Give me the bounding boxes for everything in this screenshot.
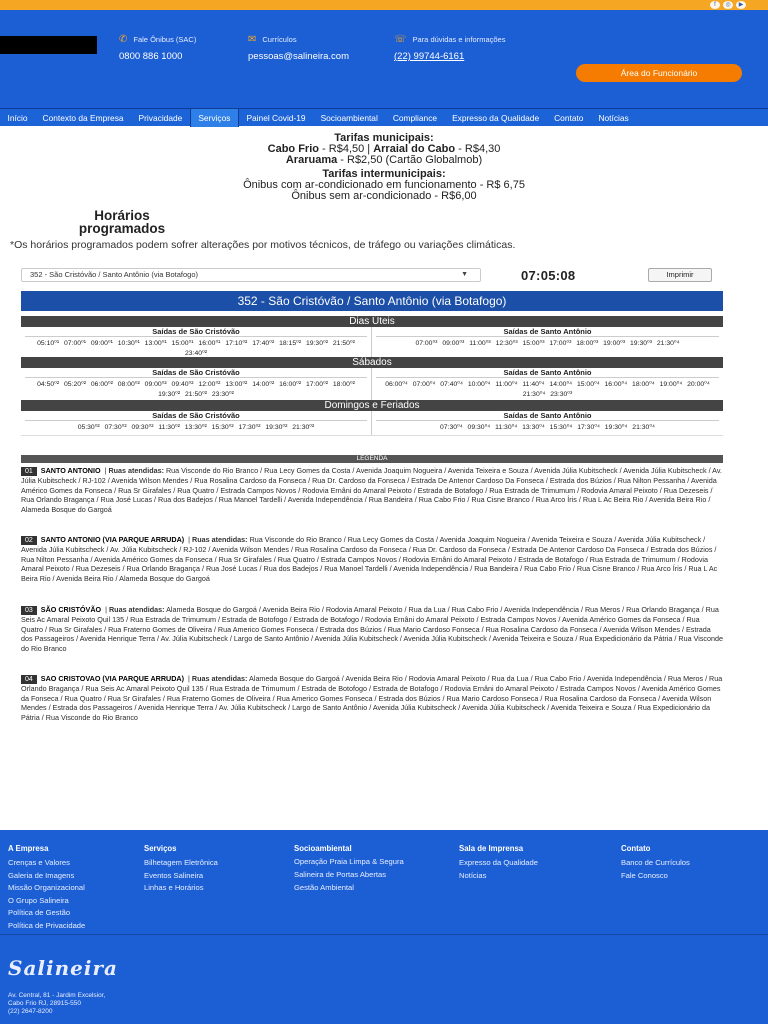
legend-name: SÃO CRISTÓVÃO	[40, 605, 102, 614]
tarifa-araruama-label: Araruama	[285, 154, 338, 166]
ruas-label: Ruas atendidas:	[192, 535, 248, 544]
tarifa-com-ar: Ônibus com ar-condicionado em funcionamento - R$ 6,75	[243, 179, 525, 191]
logo[interactable]	[0, 36, 97, 54]
tarifa-arraial-value: - R$4,30	[455, 143, 501, 155]
times-list: 04:50⁰² 05:20⁰² 06:00⁰² 08:00⁰² 09:00⁰² 09:40⁰² 12:00⁰² 13:00⁰² 14:00⁰² 16:00⁰² 17:00⁰² 18:00⁰² 19:30⁰² 21:50⁰² 23:30⁰²	[37, 381, 355, 398]
times-list: 06:00⁰⁴ 07:00⁰⁴ 07:40⁰⁴ 10:00⁰⁴ 11:00⁰⁴ 11:40⁰⁴ 14:00⁰⁴ 15:00⁰⁴ 16:00⁰⁴ 18:00⁰⁴ 19:00⁰⁴ 20:00⁰⁴ 21:30⁰⁴ 23:30⁰³	[385, 381, 710, 398]
times-list: 05:30⁰² 07:30⁰² 09:30⁰² 11:30⁰² 13:30⁰² 15:30⁰² 17:30⁰² 19:30⁰² 21:30⁰²	[77, 424, 315, 431]
section-domingos	[21, 400, 723, 436]
section-sabados	[21, 357, 723, 403]
ruas-label: Ruas atendidas:	[108, 466, 164, 475]
clock: 07:05:08	[521, 268, 576, 283]
contact-whatsapp-label: Para dúvidas e informações	[412, 35, 506, 44]
tarifa-cabo-frio-label: Cabo Frio	[267, 143, 319, 155]
legend-streets: Rua Visconde do Rio Branco / Rua Lecy Gomes da Costa / Avenida Joaquim Nogueira / Avenida Teixeira e Souza / Avenida Júlia Kubitscheck / Avenida Júlia Kubitscheck / Av. Júlia Kubitscheck / RJ-102 / Avenida Wilson Mendes / Rua Rosalina Cardoso da Fonseca / Rua Dr. Cardoso da Fonseca / Estrada De Antenor Cardoso Da Fonseca / Estrada dos Búzios / Rua Nilton Pessanha / Avenida Américo Gomes da Fonseca / Rua Sr Girafales / Rua Quatro / Estrada Campos Novos / Rodovia Ernâni do Amaral Peixoto / Estrada de Botafogo / Rua Estrada de Trimumum / Rodovia Amaral Peixoto / Rua Dezeseis / Rua Orlando Bragança / Rua José Lucas / Rua dos Badejos / Rua Manoel Tardelli / Avenida Independência / Rua Bandeira / Rua Cabo Frio / Rua Cisne Branco / Rua Arco Íris / Rua L Ac Beira Rio / Avenida Beira Rio / Alameda Bosque do Gargoá	[21, 535, 718, 583]
footer-link[interactable]: Expresso da Qualidade	[459, 858, 538, 867]
footer-address	[8, 992, 105, 1016]
footer-col-socioambiental	[294, 844, 424, 894]
contact-whatsapp	[394, 34, 505, 62]
footer-col-empresa	[8, 844, 85, 932]
footer-heading: A Empresa	[8, 844, 49, 853]
tarifas-block	[0, 133, 768, 202]
top-strip	[0, 0, 768, 10]
mail-icon: ✉	[248, 34, 257, 45]
youtube-icon[interactable]: ▶	[736, 1, 746, 9]
contact-whatsapp-value[interactable]: (22) 99744-6161	[394, 51, 465, 62]
legend-item: 01 SANTO ANTONIO | Ruas atendidas: Rua Visconde do Rio Branco / Rua Lecy Gomes da Costa / Avenida Joaquim Nogueira / Avenida Teixeira e Souza / Avenida Júlia Kubitscheck / Avenida Júlia Kubitscheck / Av. Júlia Kubitscheck / RJ-102 / Avenida Wilson Mendes / Rua Rosalina Cardoso da Fonseca / Rua Dr. Cardoso da Fonseca / Estrada De Antenor Cardoso Da Fonseca / Estrada dos Búzios / Rua Nilton Pessanha / Avenida Américo Gomes da Fonseca / Rua Sr Girafales / Rua Quatro / Estrada Campos Novos / Rodovia Ernâni do Amaral Peixoto / Estrada de Botafogo / Rua Estrada de Trimumum / Rodovia Amaral Peixoto / Rua Dezeseis / Rua Orlando Bragança / Rua José Lucas / Rua dos Badejos / Rua Manoel Tardelli / Avenida Independência / Rua Bandeira / Rua Cabo Frio / Rua Cisne Branco / Rua Arco Íris / Rua L Ac Beira Rio / Avenida Beira Rio / Alameda Bosque do Gargoá	[21, 466, 722, 514]
footer-link[interactable]: Política de Gestão	[8, 908, 71, 917]
facebook-icon[interactable]: f	[710, 1, 720, 9]
legend-number: 01	[21, 467, 37, 476]
contact-curriculos	[248, 34, 349, 62]
footer-link[interactable]: Notícias	[459, 870, 487, 880]
nav-item-inicio[interactable]: Início	[7, 112, 28, 123]
section-dias-uteis	[21, 316, 723, 362]
social-links	[710, 1, 746, 9]
nav-item-privacidade[interactable]: Privacidade	[138, 112, 183, 123]
footer-link[interactable]: Crenças e Valores	[8, 858, 70, 867]
section-title: Sábados	[21, 357, 723, 368]
footer-heading: Socioambiental	[294, 844, 352, 853]
nav-item-compliance[interactable]: Compliance	[392, 112, 438, 123]
nav-item-covid[interactable]: Painel Covid-19	[246, 112, 306, 123]
address-line: Cabo Frio RJ, 28915-550	[8, 1000, 81, 1007]
footer-heading: Serviços	[144, 844, 177, 853]
contact-curriculos-label: Currículos	[262, 35, 297, 44]
footer-link[interactable]: Operação Praia Limpa & Segura	[294, 857, 404, 866]
phone-line: (22) 2647-8200	[8, 1008, 53, 1015]
footer-link[interactable]: Gestão Ambiental	[294, 882, 354, 892]
nav-item-contexto[interactable]: Contexto da Empresa	[42, 112, 124, 123]
site-footer	[0, 830, 768, 1024]
footer-heading: Sala de Imprensa	[459, 844, 524, 853]
nav-item-socioambiental[interactable]: Socioambiental	[320, 112, 378, 123]
ruas-label: Ruas atendidas:	[191, 674, 248, 683]
footer-divider	[0, 934, 768, 935]
footer-link[interactable]: Política de Privacidade	[8, 920, 86, 930]
contact-curriculos-value[interactable]: pessoas@salineira.com	[248, 51, 349, 62]
nav-item-contato[interactable]: Contato	[554, 112, 584, 123]
footer-col-imprensa	[459, 844, 538, 882]
footer-col-contato	[621, 844, 690, 882]
whatsapp-icon: ☏	[394, 34, 407, 45]
tarifa-sem-ar: Ônibus sem ar-condicionado - R$6,00	[291, 190, 477, 202]
column-head: Saídas de São Cristóvão	[25, 411, 367, 421]
footer-link[interactable]: Bilhetagem Eletrônica	[144, 858, 218, 867]
legend-name: SAO CRISTOVAO (VIA PARQUE ARRUDA)	[40, 674, 185, 683]
times-list: 07:00⁰³ 09:00⁰³ 11:00⁰³ 12:30⁰³ 15:00⁰³ 17:00⁰³ 18:00⁰³ 19:00⁰³ 19:30⁰³ 21:30⁰⁴	[415, 340, 680, 347]
column-head: Saídas de Santo Antônio	[376, 368, 719, 378]
legend-number: 03	[21, 606, 37, 615]
area-funcionario-button[interactable]: Área do Funcionário	[576, 64, 742, 82]
horarios-note: *Os horários programados podem sofrer alterações por motivos técnicos, de tráfego ou variações climáticas.	[10, 239, 516, 251]
legenda-header: LEGENDA	[21, 455, 723, 463]
footer-link[interactable]: Banco de Currículos	[621, 858, 690, 867]
legend-streets: Alameda Bosque do Gargoá / Avenida Beira Rio / Rodovia Amaral Peixoto / Rua da Lua / Rua Cabo Frio / Avenida Independência / Rua Meros / Rua Orlando Bragança / Rua Seis Ac Amaral Peixoto Quil 135 / Rua Estrada de Trimumum / Estrada de Botofogo / Estrada de Botafogo / Rodovia Ernâni do Amaral Peixoto / Estrada Campos Novos / Avenida Américo Gomes da Fonseca / Rua Quatro / Rua Sr Girafales / Rua Fraterno Gomes de Oliveira / Rua Americo Gomes Fonseca / Estrada dos Búzios / Rua Mario Cardoso Fonseca / Rua Rosalina Cardoso da Fonseca / Avenida Wilson Mendes / Estrada dos Passageiros / Avenida Henrique Terra / Av. Júlia Kubitscheck / Largo de Santo Antônio / Avenida Júlia Kubitscheck / Avenida Júlia Kubitscheck / Avenida Teixeira e Souza / Rua Expedicionário da Pátria / Rua Visconde do Rio Branco	[21, 605, 724, 653]
legend-name: SANTO ANTONIO (VIA PARQUE ARRUDA)	[40, 535, 185, 544]
column-head: Saídas de São Cristóvão	[25, 327, 367, 337]
times-list: 05:10⁰¹ 07:00⁰¹ 09:00⁰¹ 10:30⁰¹ 13:00⁰¹ 15:00⁰¹ 16:00⁰¹ 17:10⁰² 17:40⁰² 18:15⁰² 19:30⁰² 21:50⁰² 23:40⁰²	[37, 340, 355, 357]
nav-item-servicos[interactable]: Serviços	[190, 109, 239, 127]
tarifas-municipais-title: Tarifas municipais:	[334, 132, 434, 144]
section-title: Domingos e Feriados	[21, 400, 723, 411]
tarifa-araruama-value: - R$2,50 (Cartão Globalmob)	[337, 154, 483, 166]
legend-item: 03 SÃO CRISTÓVÃO | Ruas atendidas: Alameda Bosque do Gargoá / Avenida Beira Rio / Rodovia Amaral Peixoto / Rua da Lua / Rua Cabo Frio / Avenida Independência / Rua Meros / Rua Orlando Bragança / Rua Seis Ac Amaral Peixoto Quil 135 / Rua Estrada de Trimumum / Estrada de Botofogo / Estrada de Botafogo / Rodovia Ernâni do Amaral Peixoto / Estrada Campos Novos / Avenida Américo Gomes da Fonseca / Rua Quatro / Rua Sr Girafales / Rua Fraterno Gomes de Oliveira / Rua Americo Gomes Fonseca / Estrada dos Búzios / Rua Mario Cardoso Fonseca / Rua Rosalina Cardoso da Fonseca / Avenida Wilson Mendes / Estrada dos Passageiros / Avenida Henrique Terra / Av. Júlia Kubitscheck / Largo de Santo Antônio / Avenida Júlia Kubitscheck / Avenida Júlia Kubitscheck / Avenida Teixeira e Souza / Rua Expedicionário da Pátria / Rua Visconde do Rio Branco	[21, 605, 724, 653]
times-list: 07:30⁰⁴ 09:30⁰⁴ 11:30⁰⁴ 13:30⁰⁴ 15:30⁰⁴ 17:30⁰⁴ 19:30⁰⁴ 21:30⁰⁴	[440, 424, 655, 431]
column-head: Saídas de São Cristóvão	[25, 368, 367, 378]
footer-link[interactable]: O Grupo Salineira	[8, 895, 69, 905]
footer-logo[interactable]: Salineira	[8, 956, 118, 980]
legend-name: SANTO ANTONIO	[40, 466, 101, 475]
route-title: 352 - São Cristóvão / Santo Antônio (via Botafogo)	[21, 291, 723, 311]
route-select[interactable]	[21, 268, 481, 282]
contact-sac-value[interactable]: 0800 886 1000	[119, 51, 183, 62]
legend-streets: Rua Visconde do Rio Branco / Rua Lecy Gomes da Costa / Avenida Joaquim Nogueira / Avenida Teixeira e Souza / Avenida Júlia Kubitscheck / Avenida Júlia Kubitscheck / Av. Júlia Kubitscheck / RJ-102 / Avenida Wilson Mendes / Rua Rosalina Cardoso da Fonseca / Rua Dr. Cardoso da Fonseca / Estrada De Antenor Cardoso Da Fonseca / Estrada dos Búzios / Rua Nilton Pessanha / Avenida Américo Gomes da Fonseca / Rua Sr Girafales / Rua Quatro / Estrada Campos Novos / Rodovia Ernâni do Amaral Peixoto / Estrada de Botafogo / Rua Estrada de Trimumum / Rodovia Amaral Peixoto / Rua Dezeseis / Rua Orlando Bragança / Rua José Lucas / Rua dos Badejos / Rua Manoel Tardelli / Avenida Independência / Rua Bandeira / Rua Cabo Frio / Rua Cisne Branco / Rua Arco Íris / Rua L Ac Beira Rio / Avenida Beira Rio / Alameda Bosque do Gargoá	[21, 466, 722, 514]
legend-item: 04 SAO CRISTOVAO (VIA PARQUE ARRUDA) | Ruas atendidas: Alameda Bosque do Gargoá / Avenida Beira Rio / Rodovia Amaral Peixoto / Rua da Lua / Rua Cabo Frio / Avenida Independência / Rua Meros / Rua Orlando Bragança / Rua Seis Ac Amaral Peixoto Quil 135 / Rua Estrada de Trimumum / Estrada de Botofogo / Estrada de Botafogo / Rodovia Ernâni do Amaral Peixoto / Estrada Campos Novos / Avenida Américo Gomes da Fonseca / Rua Quatro / Rua Sr Girafales / Rua Fraterno Gomes de Oliveira / Rua Americo Gomes Fonseca / Estrada dos Búzios / Rua Mario Cardoso Fonseca / Rua Rosalina Cardoso da Fonseca / Avenida Wilson Mendes / Estrada dos Passageiros / Avenida Henrique Terra / Av. Júlia Kubitscheck / Largo de Santo Antônio / Avenida Júlia Kubitscheck / Avenida Júlia Kubitscheck / Avenida Teixeira e Souza / Rua Expedicionário da Pátria / Rua Visconde do Rio Branco	[21, 674, 723, 722]
legend-streets: Alameda Bosque do Gargoá / Avenida Beira Rio / Rodovia Amaral Peixoto / Rua da Lua / Rua Cabo Frio / Avenida Independência / Rua Meros / Rua Orlando Bragança / Rua Seis Ac Amaral Peixoto Quil 135 / Rua Estrada de Trimumum / Estrada de Botofogo / Estrada de Botafogo / Rodovia Ernâni do Amaral Peixoto / Estrada Campos Novos / Avenida Américo Gomes da Fonseca / Rua Quatro / Rua Sr Girafales / Rua Fraterno Gomes de Oliveira / Rua Americo Gomes Fonseca / Estrada dos Búzios / Rua Mario Cardoso Fonseca / Rua Rosalina Cardoso da Fonseca / Avenida Wilson Mendes / Estrada dos Passageiros / Avenida Henrique Terra / Av. Júlia Kubitscheck / Largo de Santo Antônio / Avenida Júlia Kubitscheck / Avenida Júlia Kubitscheck / Avenida Teixeira e Souza / Rua Expedicionário da Pátria / Rua Visconde do Rio Branco	[21, 674, 723, 722]
instagram-icon[interactable]: ◎	[723, 1, 733, 9]
main-nav	[0, 108, 768, 126]
section-title: Dias Úteis	[21, 316, 723, 327]
contact-sac-label: Fale Ônibus (SAC)	[133, 35, 197, 44]
footer-link[interactable]: Fale Conosco	[621, 870, 668, 880]
route-select-value: 352 - São Cristóvão / Santo Antônio (via Botafogo)	[30, 270, 199, 279]
footer-link[interactable]: Galeria de Imagens	[8, 870, 75, 880]
column-head: Saídas de Santo Antônio	[376, 411, 719, 421]
print-button[interactable]: Imprimir	[648, 268, 712, 282]
nav-item-expresso[interactable]: Expresso da Qualidade	[452, 112, 540, 123]
column-head: Saídas de Santo Antônio	[376, 327, 719, 337]
nav-item-noticias[interactable]: Notícias	[598, 112, 629, 123]
footer-heading: Contato	[621, 844, 651, 853]
tarifa-arraial-label: Arraial do Cabo	[373, 143, 456, 155]
footer-link[interactable]: Eventos Salineira	[144, 870, 204, 880]
tarifas-intermunicipais-title: Tarifas intermunicipais:	[322, 168, 446, 180]
contact-sac	[119, 34, 196, 62]
footer-link[interactable]: Missão Organizacional	[8, 883, 85, 892]
phone-icon: ✆	[119, 34, 128, 45]
footer-link[interactable]: Salineira de Portas Abertas	[294, 870, 387, 879]
legend-item: 02 SANTO ANTONIO (VIA PARQUE ARRUDA) | Ruas atendidas: Rua Visconde do Rio Branco / Rua Lecy Gomes da Costa / Avenida Joaquim Nogueira / Avenida Teixeira e Souza / Avenida Júlia Kubitscheck / Avenida Júlia Kubitscheck / Av. Júlia Kubitscheck / RJ-102 / Avenida Wilson Mendes / Rua Rosalina Cardoso da Fonseca / Rua Dr. Cardoso da Fonseca / Estrada De Antenor Cardoso Da Fonseca / Estrada dos Búzios / Rua Nilton Pessanha / Avenida Américo Gomes da Fonseca / Rua Sr Girafales / Rua Quatro / Estrada Campos Novos / Rodovia Ernâni do Amaral Peixoto / Estrada de Botafogo / Rua Estrada de Trimumum / Rodovia Amaral Peixoto / Rua Dezeseis / Rua Orlando Bragança / Rua José Lucas / Rua dos Badejos / Rua Manoel Tardelli / Avenida Independência / Rua Bandeira / Rua Cabo Frio / Rua Cisne Branco / Rua Arco Íris / Rua L Ac Beira Rio / Avenida Beira Rio / Alameda Bosque do Gargoá	[21, 535, 718, 583]
address-line: Av. Central, 81 - Jardim Excelsior,	[8, 992, 106, 999]
ruas-label: Ruas atendidas:	[108, 605, 165, 614]
chevron-down-icon: ▼	[461, 271, 468, 278]
site-header	[0, 10, 768, 108]
legend-number: 04	[21, 675, 37, 684]
legend-number: 02	[21, 536, 37, 545]
tarifa-cabo-frio-value: - R$4,50 |	[318, 143, 374, 155]
footer-col-servicos	[144, 844, 218, 895]
horarios-title: Horários programados	[78, 208, 166, 236]
footer-link[interactable]: Linhas e Horários	[144, 883, 204, 892]
